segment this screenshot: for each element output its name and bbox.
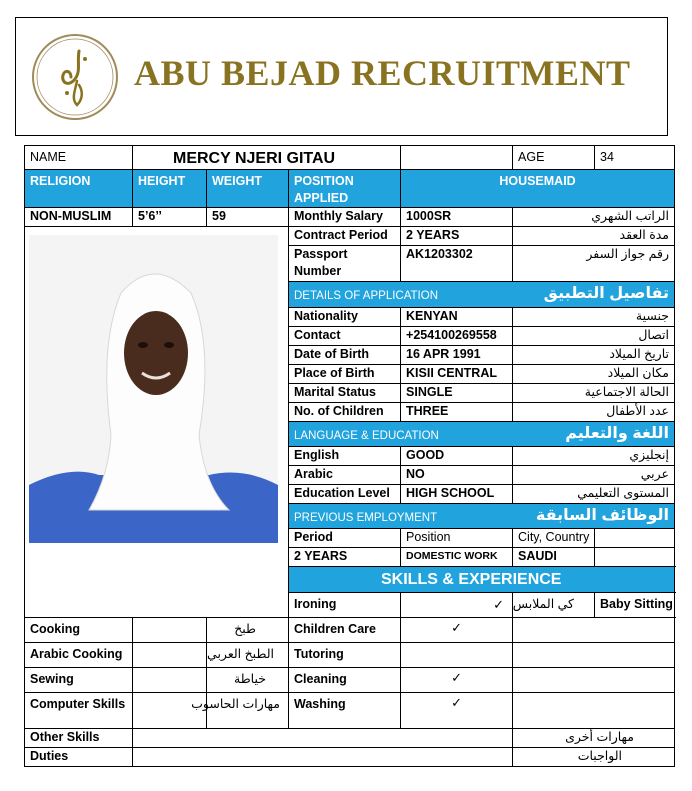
- candidate-photo: [29, 235, 278, 543]
- education-value: HIGH SCHOOL: [401, 485, 513, 504]
- skill-washing-check: ✓: [401, 693, 513, 729]
- nationality-value: KENYAN: [401, 308, 513, 327]
- other-skills-row: [25, 729, 675, 748]
- skill-washing: Washing: [289, 693, 401, 729]
- weight-header: WEIGHT: [207, 170, 289, 208]
- contact-value: +254100269558: [401, 327, 513, 346]
- photo-cell: [25, 227, 289, 618]
- skill-children-care-check: ✓: [401, 618, 513, 643]
- skill-arabic-cooking-arabic: الطبخ العربي: [207, 643, 289, 668]
- position-value: HOUSEMAID: [401, 170, 675, 208]
- skill-cleaning-check: ✓: [401, 668, 513, 693]
- skills-row: [25, 668, 675, 693]
- skill-sewing-arabic: خياطة: [207, 668, 289, 693]
- duties-arabic: الواجبات: [513, 748, 675, 767]
- education-label: Education Level: [289, 485, 401, 504]
- name-row: [25, 146, 675, 170]
- other-skills-arabic: مهارات أخرى: [513, 729, 675, 748]
- english-label: English: [289, 447, 401, 466]
- skill-ironing-arabic: كي الملابس: [513, 593, 595, 618]
- other-skills-label: Other Skills: [25, 729, 133, 748]
- skill-ironing-check: ✓: [401, 593, 513, 618]
- skill-arabic-cooking-check: [133, 643, 207, 668]
- skill-computer-arabic: مهارات الحاسوب: [207, 693, 289, 729]
- passport-label: Passport Number: [289, 246, 401, 282]
- passport-arabic: رقم جواز السفر: [513, 246, 675, 282]
- religion-header: RELIGION: [25, 170, 133, 208]
- cv-table: [24, 145, 675, 767]
- position-header: POSITION APPLIED: [289, 170, 401, 208]
- letterhead: [15, 17, 668, 136]
- skill-baby-sitting: Baby Sitting: [595, 593, 675, 618]
- weight-value: 59: [207, 208, 289, 227]
- contract-period-value: 2 YEARS: [401, 227, 513, 246]
- english-value: GOOD: [401, 447, 513, 466]
- duties-row: [25, 748, 675, 767]
- pob-value: KISII CENTRAL: [401, 365, 513, 384]
- skill-children-care: Children Care: [289, 618, 401, 643]
- name-label: NAME: [25, 146, 133, 170]
- name-spacer: [401, 146, 513, 170]
- skill-tutoring-notes: [513, 643, 675, 668]
- children-arabic: عدد الأطفال: [513, 403, 675, 422]
- skill-ironing: Ironing: [289, 593, 401, 618]
- language-title-arabic: اللغة والتعليم: [513, 422, 675, 447]
- skill-cleaning-notes: [513, 668, 675, 693]
- pob-arabic: مكان الميلاد: [513, 365, 675, 384]
- salary-label: Monthly Salary: [289, 208, 401, 227]
- brand-title: ABU BEJAD RECRUITMENT: [134, 53, 631, 93]
- candidate-name: MERCY NJERI GITAU: [133, 146, 401, 170]
- employment-location: SAUDI: [513, 548, 595, 567]
- arabic-value: NO: [401, 466, 513, 485]
- duties-value: [133, 748, 513, 767]
- education-arabic: المستوى التعليمي: [513, 485, 675, 504]
- header-row: [25, 170, 675, 208]
- skill-tutoring: Tutoring: [289, 643, 401, 668]
- height-value: 5’6’’: [133, 208, 207, 227]
- skill-children-care-notes: [513, 618, 675, 643]
- skill-cooking: Cooking: [25, 618, 133, 643]
- contact-arabic: اتصال: [513, 327, 675, 346]
- duties-label: Duties: [25, 748, 133, 767]
- other-skills-value: [133, 729, 513, 748]
- children-value: THREE: [401, 403, 513, 422]
- arabic-arabic: عربي: [513, 466, 675, 485]
- skill-computer: Computer Skills: [25, 693, 133, 729]
- employment-extra: [595, 548, 675, 567]
- dob-label: Date of Birth: [289, 346, 401, 365]
- nationality-label: Nationality: [289, 308, 401, 327]
- employment-position-head: Position: [401, 529, 513, 548]
- employment-extra-head: [595, 529, 675, 548]
- skills-title: [289, 567, 675, 593]
- skill-cooking-arabic: طبخ: [207, 618, 289, 643]
- passport-value: AK1203302: [401, 246, 513, 282]
- skills-row: [25, 618, 675, 643]
- age-value: 34: [595, 146, 675, 170]
- skill-arabic-cooking: Arabic Cooking: [25, 643, 133, 668]
- dob-value: 16 APR 1991: [401, 346, 513, 365]
- language-title: LANGUAGE & EDUCATION: [289, 422, 513, 447]
- employment-position: DOMESTIC WORK: [401, 548, 513, 567]
- contract-period-row: [25, 227, 675, 246]
- dob-arabic: تاريخ الميلاد: [513, 346, 675, 365]
- contact-label: Contact: [289, 327, 401, 346]
- height-header: HEIGHT: [133, 170, 207, 208]
- application-title-arabic: تفاصيل التطبيق: [513, 282, 675, 308]
- marital-label: Marital Status: [289, 384, 401, 403]
- arabic-label: Arabic: [289, 466, 401, 485]
- religion-value: NON-MUSLIM: [25, 208, 133, 227]
- skill-sewing-check: [133, 668, 207, 693]
- employment-title-arabic: الوظائف السابقة: [513, 504, 675, 529]
- employment-location-head: City, Country: [513, 529, 595, 548]
- pob-label: Place of Birth: [289, 365, 401, 384]
- skills-title-text: SKILLS & EXPERIENCE: [381, 571, 562, 588]
- abu-bejad-logo-icon: [31, 33, 119, 121]
- employment-title: PREVIOUS EMPLOYMENT: [289, 504, 513, 529]
- marital-arabic: الحالة الاجتماعية: [513, 384, 675, 403]
- skill-sewing: Sewing: [25, 668, 133, 693]
- contract-period-label: Contract Period: [289, 227, 401, 246]
- nationality-arabic: جنسية: [513, 308, 675, 327]
- salary-arabic: الراتب الشهري: [513, 208, 675, 227]
- age-label: AGE: [513, 146, 595, 170]
- children-label: No. of Children: [289, 403, 401, 422]
- skill-cooking-check: [133, 618, 207, 643]
- skill-washing-notes: [513, 693, 675, 729]
- application-title: DETAILS OF APPLICATION: [289, 282, 513, 308]
- skills-row: [25, 693, 675, 729]
- skill-cleaning: Cleaning: [289, 668, 401, 693]
- salary-value: 1000SR: [401, 208, 513, 227]
- marital-value: SINGLE: [401, 384, 513, 403]
- employment-period-head: Period: [289, 529, 401, 548]
- employment-period: 2 YEARS: [289, 548, 401, 567]
- skills-row: [25, 643, 675, 668]
- basic-values-row: [25, 208, 675, 227]
- skill-tutoring-check: [401, 643, 513, 668]
- english-arabic: إنجليزي: [513, 447, 675, 466]
- contract-period-arabic: مدة العقد: [513, 227, 675, 246]
